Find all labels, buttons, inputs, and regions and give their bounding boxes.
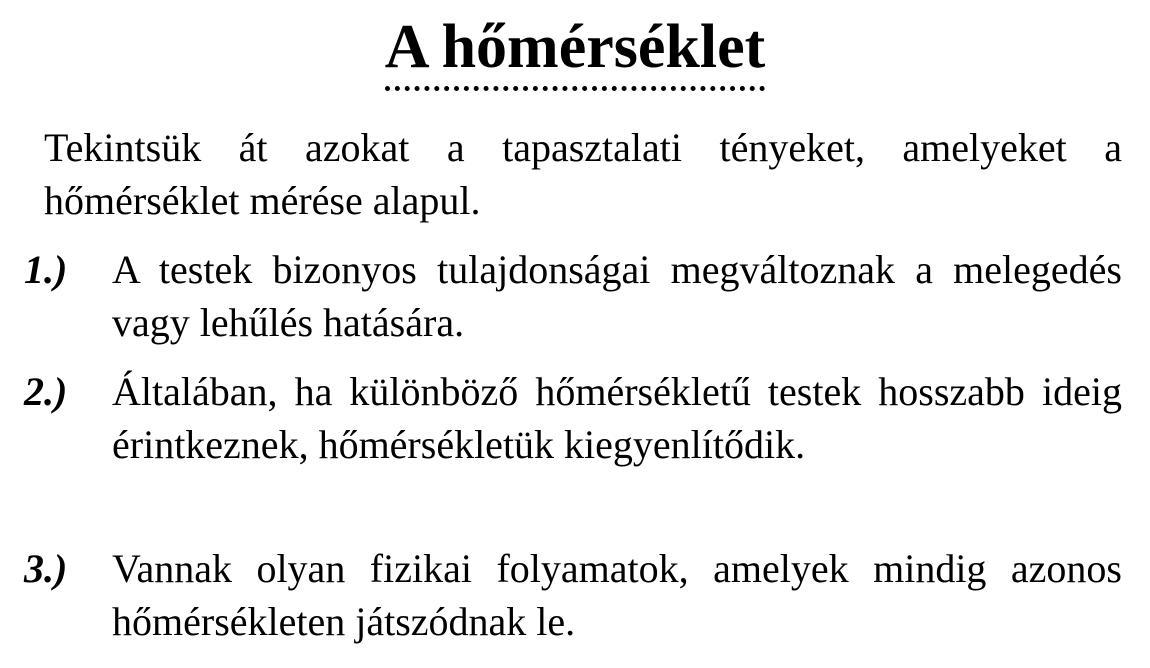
- list-item: [24, 243, 1122, 349]
- list-item-number: 2.): [24, 369, 68, 414]
- title-container: [0, 10, 1150, 91]
- list-item-text: Általában, ha különböző hőmérsékletű testek hosszabb ideig érintkeznek, hőmérsékletük kiegyenlítődik.: [112, 369, 1122, 467]
- page-title: A hőmérséklet: [385, 10, 766, 91]
- list-item-text: Vannak olyan fizikai folyamatok, amelyek mindig azonos hőmérsékleten játszódnak le.: [112, 546, 1122, 644]
- list-item: [24, 365, 1122, 471]
- list-item-text: A testek bizonyos tulajdonságai megváltoznak a melegedés vagy lehűlés hatására.: [112, 247, 1122, 345]
- intro-paragraph: Tekintsük át azokat a tapasztalati tényeket, amelyeket a hőmérséklet mérése alapul.: [44, 125, 1122, 223]
- list-item-number: 1.): [24, 247, 68, 292]
- list-item-number: 3.): [24, 546, 68, 591]
- list-item: [24, 542, 1122, 648]
